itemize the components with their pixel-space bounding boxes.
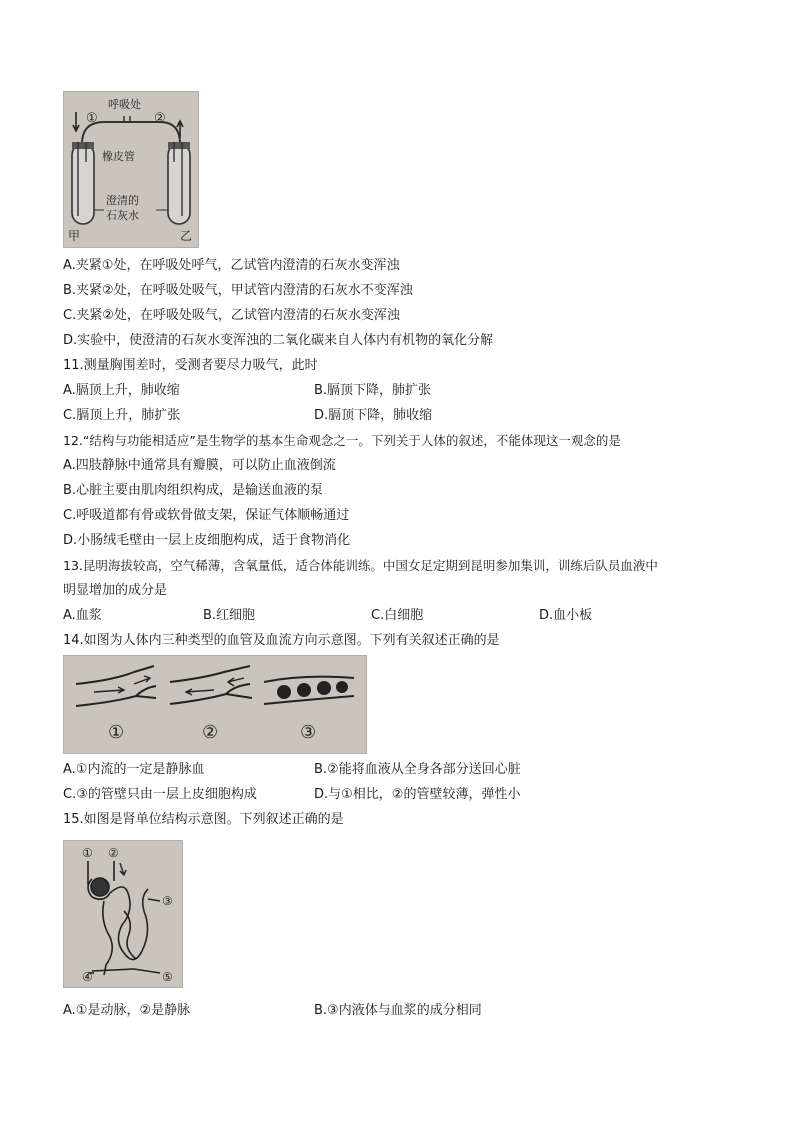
blood-vessels-figure [63,655,367,754]
q11-option-b: B.膈顶下降，肺扩张 [314,383,432,398]
fig1-num-1: ① [86,111,98,126]
q11-option-c: C.膈顶上升，肺扩张 [63,408,181,423]
nephron-label-2: ② [108,846,119,860]
q15-option-b: B.③内液体与血浆的成分相同 [314,1003,482,1018]
test-tube-jia [72,144,94,224]
q13-option-a: A.血浆 [63,608,102,623]
q12-option-a: A.四肢静脉中通常具有瓣膜，可以防止血液倒流 [63,458,336,473]
q13-stem-line1: 13.昆明海拔较高，空气稀薄，含氧量低，适合体能训练。中国女足定期到昆明参加集训，训练后队员血液中 [63,558,658,573]
q10-option-c: C.夹紧②处，在呼吸处吸气，乙试管内澄清的石灰水变浑浊 [63,308,400,323]
arrow-up-icon [177,121,183,138]
fig1-limewater-label-1: 澄清的 [106,194,139,207]
vessel-label-3: ③ [300,722,317,743]
fig1-label-yi: 乙 [180,229,193,243]
vessel-label-2: ② [202,722,219,743]
test-tube-yi [168,144,190,224]
flow-arrow-icon [120,863,126,875]
q14-stem: 14.如图为人体内三种类型的血管及血流方向示意图。下列有关叙述正确的是 [63,633,500,648]
nephron-tubules [88,861,160,975]
q12-option-c: C.呼吸道都有骨或软骨做支架，保证气体顺畅通过 [63,508,350,523]
q11-option-a: A.膈顶上升，肺收缩 [63,383,180,398]
nephron-label-1: ① [82,846,93,860]
fig1-limewater-label-2: 石灰水 [106,209,139,222]
nephron-label-3: ③ [162,894,173,908]
breathing-apparatus-figure [63,91,199,248]
q13-stem-line2: 明显增加的成分是 [63,583,168,598]
q11-option-d: D.膈顶下降，肺收缩 [314,408,433,423]
stopper-jia [72,142,94,149]
nephron-label-4: ④ [82,970,93,984]
q10-option-d: D.实验中，使澄清的石灰水变浑浊的二氧化碳来自人体内有机物的氧化分解 [63,333,494,348]
q14-option-d: D.与①相比，②的管壁较薄，弹性小 [314,787,521,802]
stopper-yi [168,142,190,149]
nephron-label-5: ⑤ [162,970,173,984]
fig1-num-2: ② [154,111,166,126]
q10-option-a: A.夹紧①处，在呼吸处呼气，乙试管内澄清的石灰水变浑浊 [63,258,400,273]
vessel-3 [264,677,354,704]
fig1-tube-label: 橡皮管 [102,150,135,163]
q12-option-b: B.心脏主要由肌肉组织构成，是输送血液的泵 [63,483,324,498]
arrow-down-icon [73,112,79,131]
q14-option-a: A.①内流的一定是静脉血 [63,762,205,777]
q11-stem: 11.测量胸围差时，受测者要尽力吸气，此时 [63,358,318,373]
q14-option-c: C.③的管壁只由一层上皮细胞构成 [63,787,257,802]
vessel-label-1: ① [108,722,125,743]
q12-option-d: D.小肠绒毛壁由一层上皮细胞构成，适于食物消化 [63,533,351,548]
q12-stem: 12.“结构与功能相适应”是生物学的基本生命观念之一。下列关于人体的叙述，不能体现这一观念的是 [63,433,621,448]
q10-option-b: B.夹紧②处，在呼吸处吸气，甲试管内澄清的石灰水不变浑浊 [63,283,413,298]
fig1-label-jia: 甲 [68,229,81,243]
q13-option-b: B.红细胞 [203,608,256,623]
q14-option-b: B.②能将血液从全身各部分送回心脏 [314,762,521,777]
q13-option-c: C.白细胞 [371,608,424,623]
vessel-2 [170,666,252,704]
q15-option-a: A.①是动脉，②是静脉 [63,1003,191,1018]
q13-option-d: D.血小板 [539,608,593,623]
nephron-figure [63,840,183,988]
fig1-top-label: 呼吸处 [108,98,141,111]
q15-stem: 15.如图是肾单位结构示意图。下列叙述正确的是 [63,812,344,827]
vessel-1 [76,666,156,706]
